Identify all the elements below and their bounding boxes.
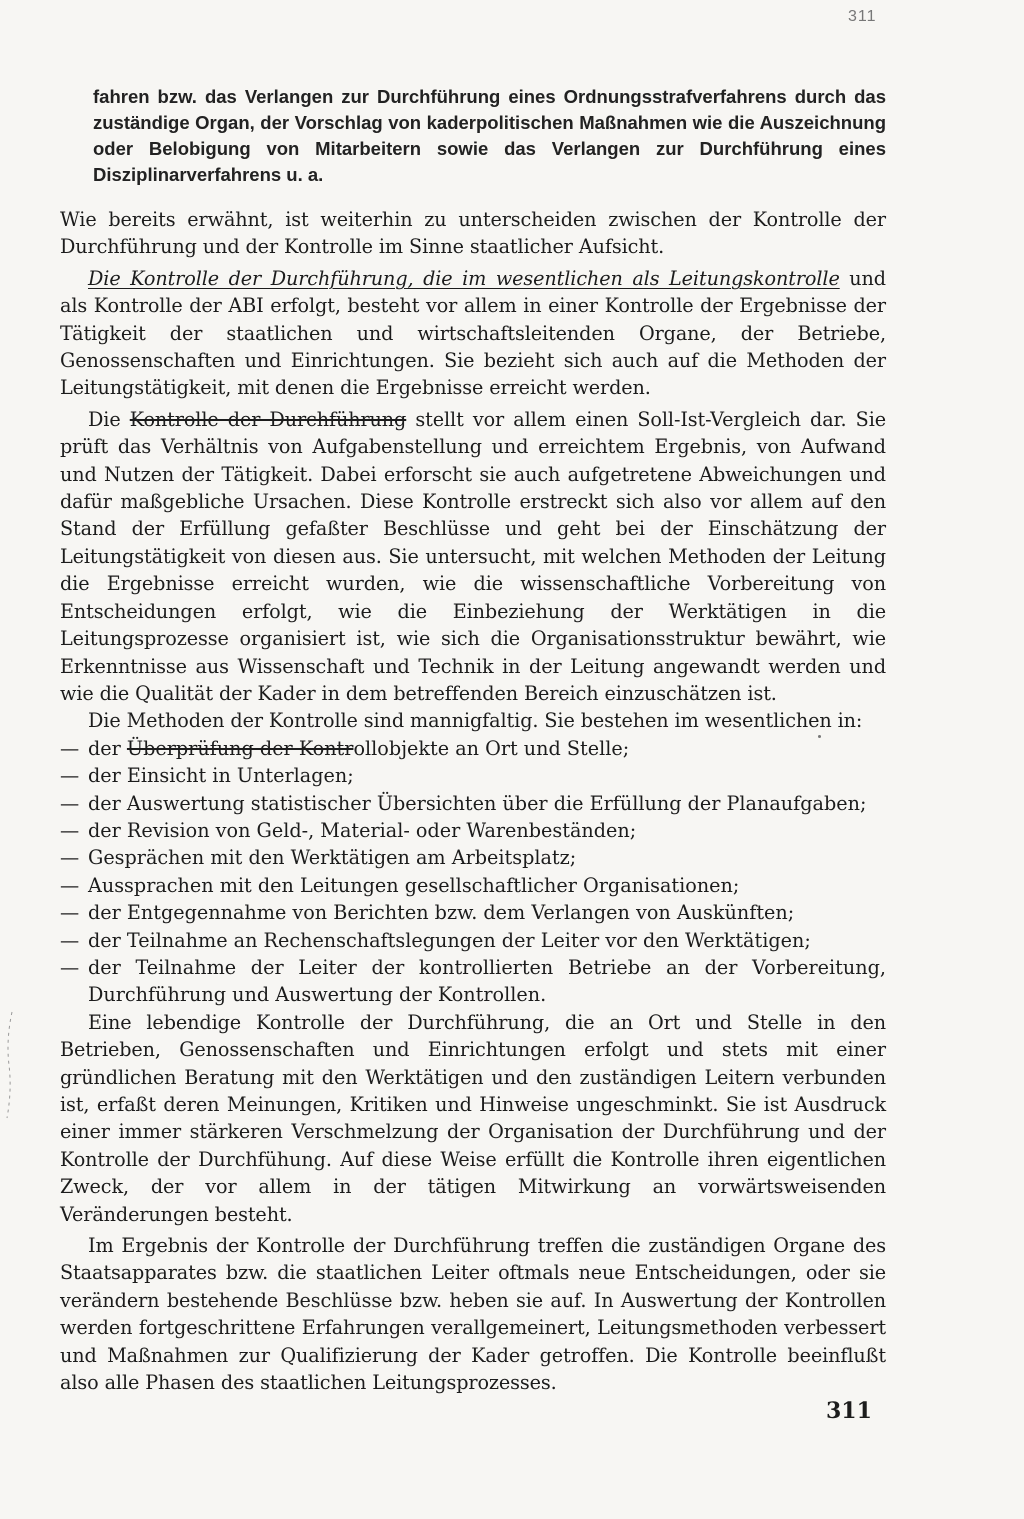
paragraph-6: Im Ergebnis der Kontrolle der Durchführung treffen die zuständigen Organe des Staatsapparates bzw. die staatlichen Leiter oftmals neue Entscheidungen, oder sie verändern bestehende Beschlüsse bzw. heben sie auf. In Auswertung der Kontrollen werden fortgeschrittene Erfahrungen verallgemeinert, Leitungsmethoden verbessert und Maßnahmen zur Qualifizierung der Kader getroffen. Die Kontrolle beeinflußt also alle Phasen des staatlichen Leitungsprozesses.: [60, 1234, 886, 1395]
page-body: [60, 84, 886, 1396]
list-dash: —: [60, 764, 80, 788]
page-number: 311: [826, 1398, 872, 1424]
paragraph-2-text: und als Kontrolle der ABI erfolgt, besteht vor allem in einer Kontrolle der Ergebnisse der Tätigkeit der staatlichen und wirtschaftsleitenden Organe, der Betriebe, Genossenschaften und Einrichtungen. Sie bezieht sich auch auf die Methoden der Leitungstätigkeit, mit denen die Ergebnisse erreicht werden.: [60, 266, 886, 400]
list-dash: —: [60, 818, 80, 842]
list-dash: —: [60, 955, 80, 979]
list-item: — der Entgegennahme von Berichten bzw. dem Verlangen von Auskünften;: [60, 899, 886, 926]
list-dash: —: [60, 928, 80, 952]
paragraph-4: Die Methoden der Kontrolle sind mannigfaltig. Sie bestehen im wesentlichen in:: [88, 709, 863, 733]
list-item: — der Revision von Geld-, Material- oder Warenbeständen;: [60, 817, 886, 844]
list-dash: —: [60, 846, 80, 870]
struck-phrase: Überprüfung der Kontr: [126, 736, 354, 760]
paragraph-1: Wie bereits erwähnt, ist weiterhin zu unterscheiden zwischen der Kontrolle der Durchführung und der Kontrolle im Sinne staatlicher Aufsicht.: [60, 208, 886, 259]
footnote-continuation: fahren bzw. das Verlangen zur Durchführung eines Ordnungsstrafverfahrens durch das zuständige Organ, der Vorschlag von kaderpolitischen Maßnahmen wie die Auszeichnung oder Belobigung von Mitarbeitern sowie das Verlangen zur Durchführung eines Disziplinarverfahrens u. a.: [93, 86, 886, 185]
list-item: — Aussprachen mit den Leitungen gesellschaftlicher Organisationen;: [60, 872, 886, 899]
list-item: — der Auswertung statistischer Übersichten über die Erfüllung der Planaufgaben;: [60, 790, 886, 817]
margin-pencil-mark: [3, 1010, 15, 1120]
list-item: — der Überprüfung der Kontrollobjekte an Ort und Stelle;: [60, 735, 886, 762]
list-dash: —: [60, 873, 80, 897]
paragraph-3: [60, 406, 886, 707]
list-item: — der Teilnahme an Rechenschaftslegungen der Leiter vor den Werktätigen;: [60, 927, 886, 954]
list-dash: —: [60, 736, 80, 760]
methods-list: [60, 735, 886, 1009]
list-item: — der Teilnahme der Leiter der kontrollierten Betriebe an der Vorbereitung, Durchführung und Auswertung der Kontrollen.: [60, 955, 886, 1007]
list-item: — Gesprächen mit den Werktätigen am Arbeitsplatz;: [60, 844, 886, 871]
underlined-phrase: Die Kontrolle der Durchführung, die im wesentlichen als Leitungskontrolle: [88, 266, 840, 290]
paragraph-3-text: stellt vor allem einen Soll-Ist-Vergleich dar. Sie prüft das Verhältnis von Aufgabenstellung und erreichtem Ergebnis, von Aufwand und Nutzen der Tätigkeit. Dabei erforscht sie auch aufgetretene Abweichungen und dafür maßgebliche Ursachen. Diese Kontrolle erstreckt sich also vor allem auf den Stand der Erfüllung gefaßter Beschlüsse und geht bei der Einschätzung der Leitungstätigkeit von diesen aus. Sie untersucht, mit welchen Methoden der Leitung die Ergebnisse erreicht wurden, wie die wissenschaftliche Vorbereitung von Entscheidungen erfolgt, wie die Einbeziehung der Werktätigen in die Leitungsprozesse organisiert ist, wie sich die Organisationsstruktur bewährt, wie Erkenntnisse aus Wissenschaft und Technik in der Leitung angewandt werden und wie die Qualität der Kader in dem betreffenden Bereich einzuschätzen ist.: [60, 407, 887, 705]
paragraph-2: [60, 265, 886, 402]
list-dash: —: [60, 901, 80, 925]
struck-phrase: Kontrolle der Durchführung: [129, 407, 407, 431]
corner-page-mark: 311: [848, 8, 877, 25]
list-item: — der Einsicht in Unterlagen;: [60, 762, 886, 789]
list-dash: —: [60, 791, 80, 815]
paragraph-3-start: Die: [88, 407, 130, 431]
paragraph-5: Eine lebendige Kontrolle der Durchführung, die an Ort und Stelle in den Betrieben, Genossenschaften und Einrichtungen erfolgt und stets mit einer gründlichen Beratung mit den Werktätigen und den zuständigen Leitern verbunden ist, erfaßt deren Meinungen, Kritiken und Hinweise ungeschminkt. Sie ist Ausdruck einer immer stärkeren Verschmelzung der Organisation der Durchführung und der Kontrolle der Durchfühung. Auf diese Weise erfüllt die Kontrolle ihren eigentlichen Zweck, der vor allem in der tätigen Mitwirkung an vorwärtsweisenden Veränderungen besteht.: [60, 1010, 886, 1226]
